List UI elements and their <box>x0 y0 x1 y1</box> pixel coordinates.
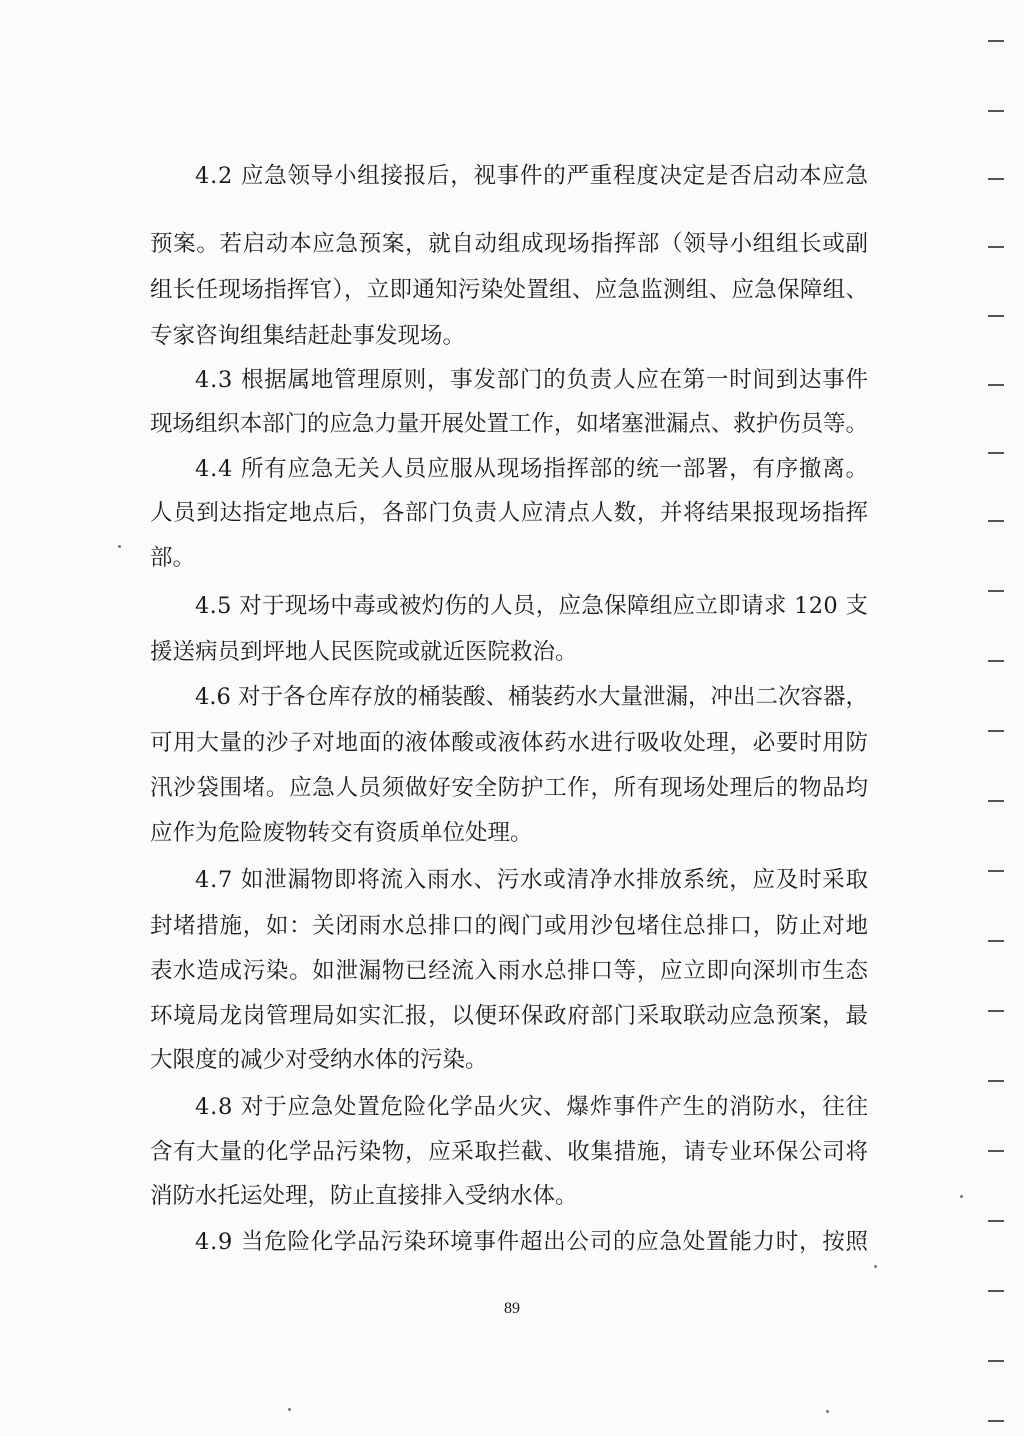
text-line <box>0 949 1024 993</box>
text-line-content: 部。 <box>150 545 196 571</box>
text-line <box>0 1220 1024 1264</box>
text-line <box>0 154 1024 198</box>
text-line <box>0 1174 1024 1218</box>
text-line <box>0 358 1024 402</box>
text-line-content: 4.4 所有应急无关人员应服从现场指挥部的统一部署，有序撤离。 <box>195 456 869 482</box>
text-line <box>0 630 1024 674</box>
text-line <box>0 1085 1024 1129</box>
text-line-content: 组长任现场指挥官），立即通知污染处置组、应急监测组、应急保障组、 <box>150 277 869 303</box>
text-line-content: 含有大量的化学品污染物，应采取拦截、收集措施，请专业环保公司将 <box>150 1139 869 1165</box>
text-line-content: 援送病员到坪地人民医院或就近医院救治。 <box>150 639 578 665</box>
text-line-content: 可用大量的沙子对地面的液体酸或液体药水进行吸收处理，必要时用防 <box>150 730 869 756</box>
text-line-content: 4.8 对于应急处置危险化学品火灾、爆炸事件产生的消防水，往往 <box>195 1094 869 1120</box>
text-line-content: 大限度的减少对受纳水体的污染。 <box>150 1047 488 1073</box>
text-line-content: 现场组织本部门的应急力量开展处置工作，如堵塞泄漏点、救护伤员等。 <box>150 411 868 437</box>
text-line-content: 4.6 对于各仓库存放的桶装酸、桶装药水大量泄漏，冲出二次容器， <box>195 684 869 710</box>
page-number: 89 <box>504 1300 520 1317</box>
text-line <box>0 268 1024 312</box>
text-line-content: 4.9 当危险化学品污染环境事件超出公司的应急处置能力时，按照 <box>195 1229 869 1255</box>
text-line <box>0 314 1024 358</box>
text-line <box>0 584 1024 628</box>
text-line-content: 4.3 根据属地管理原则，事发部门的负责人应在第一时间到达事件 <box>195 367 869 393</box>
text-line <box>0 447 1024 491</box>
text-line-content: 消防水托运处理，防止直接排入受纳水体。 <box>150 1183 578 1209</box>
text-line-content: 汛沙袋围堵。应急人员须做好安全防护工作，所有现场处理后的物品均 <box>150 775 869 801</box>
text-line <box>0 721 1024 765</box>
text-line-content: 预案。若启动本应急预案，就自动组成现场指挥部（领导小组组长或副 <box>150 231 869 257</box>
text-line-content: 4.5 对于现场中毒或被灼伤的人员，应急保障组应立即请求 120 支 <box>195 593 869 619</box>
text-line-content: 封堵措施，如：关闭雨水总排口的阀门或用沙包堵住总排口，防止对地 <box>150 913 869 939</box>
text-line <box>0 994 1024 1038</box>
text-line-content: 环境局龙岗管理局如实汇报，以便环保政府部门采取联动应急预案，最 <box>150 1003 869 1029</box>
text-line <box>0 1130 1024 1174</box>
text-line-content: 表水造成污染。如泄漏物已经流入雨水总排口等，应立即向深圳市生态 <box>150 958 869 984</box>
text-line-content: 应作为危险废物转交有资质单位处理。 <box>150 820 533 846</box>
text-line <box>0 536 1024 580</box>
text-line-content: 4.2 应急领导小组接报后，视事件的严重程度决定是否启动本应急 <box>195 163 869 189</box>
text-line <box>0 904 1024 948</box>
text-line-content: 人员到达指定地点后，各部门负责人应清点人数，并将结果报现场指挥 <box>150 500 869 526</box>
text-line <box>0 675 1024 719</box>
text-line-content: 专家咨询组集结赶赴事发现场。 <box>150 323 466 349</box>
text-line <box>0 402 1024 446</box>
text-line <box>0 858 1024 902</box>
text-line-content: 4.7 如泄漏物即将流入雨水、污水或清净水排放系统，应及时采取 <box>195 867 869 893</box>
text-line <box>0 222 1024 266</box>
text-line <box>0 491 1024 535</box>
text-line <box>0 811 1024 855</box>
text-line <box>0 1038 1024 1082</box>
text-line <box>0 766 1024 810</box>
